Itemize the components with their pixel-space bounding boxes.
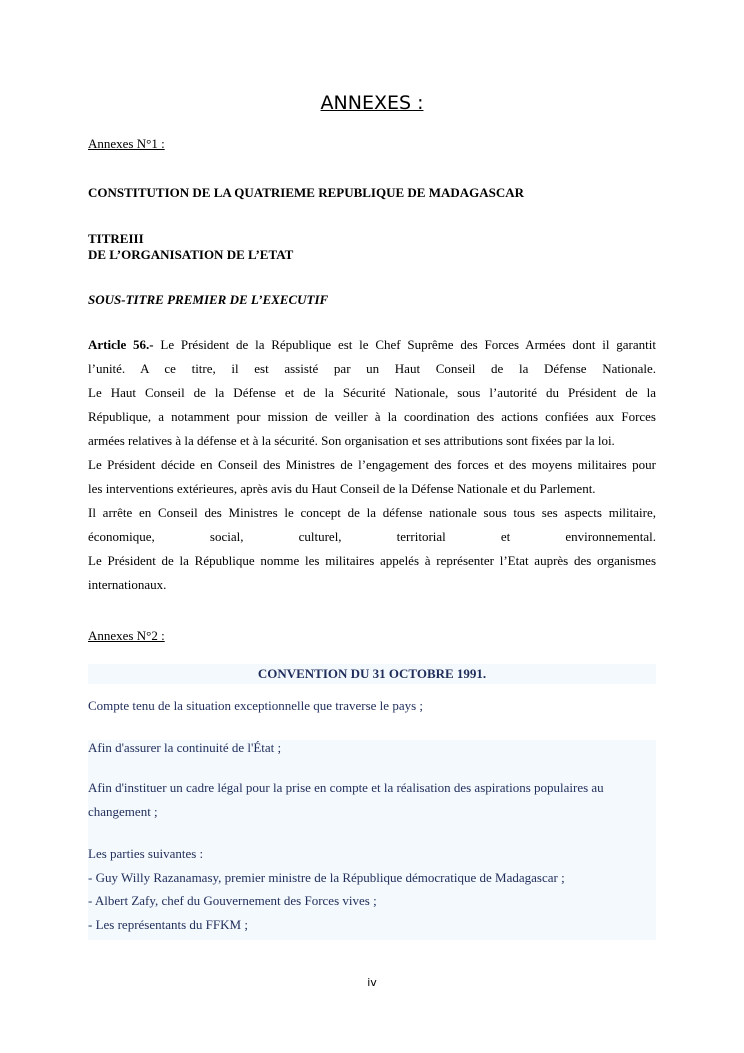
convention-title: CONVENTION DU 31 OCTOBRE 1991. (88, 664, 656, 684)
sous-titre-heading: SOUS-TITRE PREMIER DE L’EXECUTIF (88, 292, 329, 307)
convention-paragraph-3a: Afin d'instituer un cadre légal pour la prise en compte et la réalisation des aspirations populaires au (88, 780, 604, 795)
article-line-7: Il arrête en Conseil des Ministres le concept de la défense nationale sous tous ses aspects militaire, (88, 505, 656, 520)
article-line-6: les interventions extérieures, après avis du Haut Conseil de la Défense Nationale et du Parlement. (88, 481, 596, 496)
article-line-1: l’unité. A ce titre, il est assisté par un Haut Conseil de la Défense Nationale. (88, 361, 656, 376)
article-line-2: Le Haut Conseil de la Défense et de la Sécurité Nationale, sous l’autorité du Président de la (88, 385, 656, 400)
article-line-8: économique, social, culturel, territorial et environnemental. (88, 529, 656, 544)
annex-2-label: Annexes N°2 : (88, 628, 165, 643)
convention-paragraph-2: Afin d'assurer la continuité de l'État ; (88, 740, 282, 755)
convention-party-1: - Guy Willy Razanamasy, premier ministre de la République démocratique de Madagascar ; (88, 870, 565, 885)
constitution-heading: CONSTITUTION DE LA QUATRIEME REPUBLIQUE DE MADAGASCAR (88, 185, 525, 200)
article-56 (88, 333, 656, 597)
annex-1-label: Annexes N°1 : (88, 136, 165, 151)
article-line-0: Article 56.- Le Président de la République est le Chef Suprême des Forces Armées dont il garantit (88, 337, 656, 352)
article-line-4: armées relatives à la défense et à la sécurité. Son organisation et ses attributions sont fixées par la loi. (88, 433, 615, 448)
page-number: iv (367, 976, 377, 989)
article-line-5: Le Président décide en Conseil des Ministres de l’engagement des forces et des moyens militaires pour (88, 457, 656, 472)
article-label: Article 56.- (88, 337, 154, 352)
convention-party-3: - Les représentants du FFKM ; (88, 917, 248, 932)
convention-paragraph-1: Compte tenu de la situation exceptionnelle que traverse le pays ; (88, 698, 424, 713)
article-line-9: Le Président de la République nomme les militaires appelés à représenter l’Etat auprès des organismes (88, 553, 656, 568)
convention-paragraph-3b: changement ; (88, 804, 158, 819)
titre-subheading: DE L’ORGANISATION DE L’ETAT (88, 247, 294, 262)
page-title: ANNEXES : (320, 92, 424, 114)
article-line-10: internationaux. (88, 577, 167, 592)
titre-heading: TITREIII (88, 231, 144, 246)
convention-paragraph-4: Les parties suivantes : (88, 846, 204, 861)
convention-party-2: - Albert Zafy, chef du Gouvernement des Forces vives ; (88, 893, 377, 908)
article-line-3: République, a notamment pour mission de veiller à la coordination des actions confiées aux Forces (88, 409, 656, 424)
